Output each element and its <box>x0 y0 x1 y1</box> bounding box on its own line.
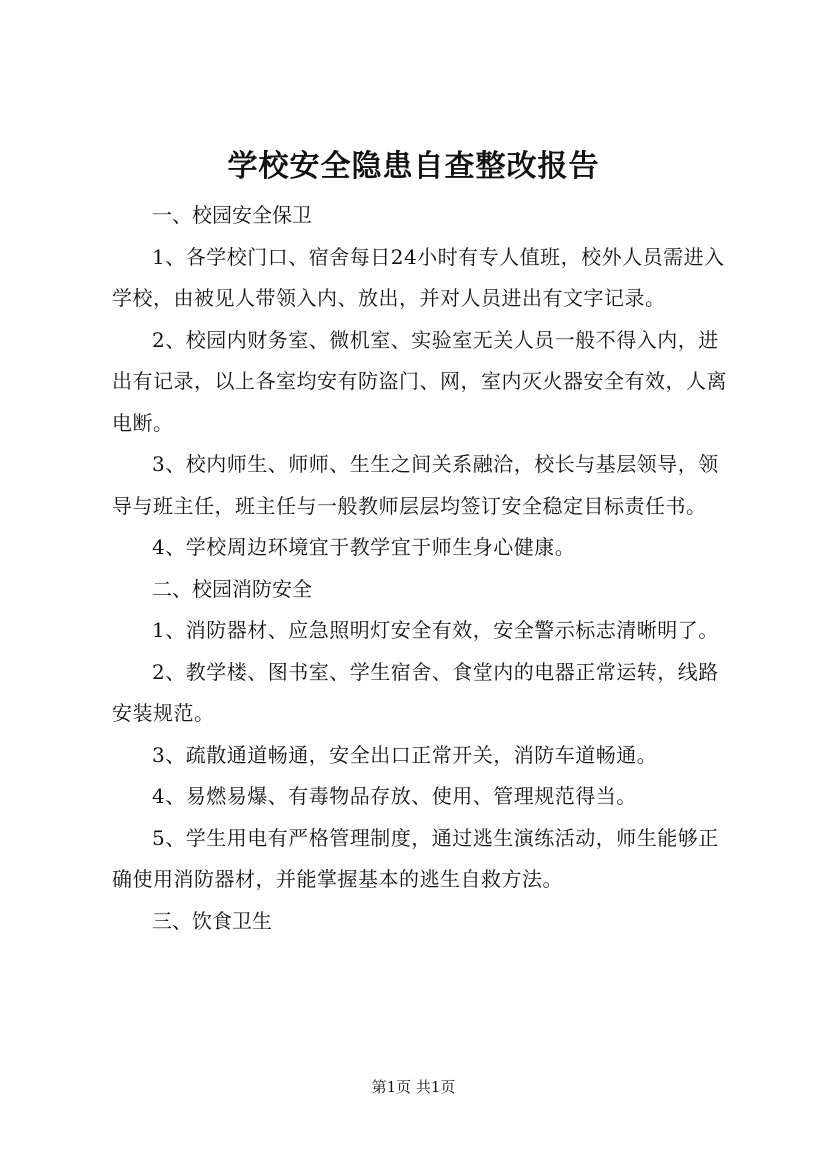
page-footer: 第1页 共1页 <box>371 1078 456 1096</box>
paragraph: 5、学生用电有严格管理制度，通过逃生演练活动，师生能够正确使用消防器材，并能掌握基本的逃生自救方法。 <box>112 825 719 891</box>
section-heading: 二、校园消防安全 <box>152 576 312 601</box>
section-heading: 一、校园安全保卫 <box>152 203 312 227</box>
paragraph: 2、教学楼、图书室、学生宿舍、食堂内的电器正常运转，线路安装规范。 <box>112 659 719 725</box>
section-heading: 三、饮食卫生 <box>152 908 272 933</box>
paragraph: 3、疏散通道畅通，安全出口正常开关，消防车道畅通。 <box>152 742 658 767</box>
paragraph: 4、学校周边环境宜于教学宜于师生身心健康。 <box>152 535 576 559</box>
paragraph: 2、校园内财务室、微机室、实验室无关人员一般不得入内，进出有记录，以上各室均安有防盗门、网，室内灭火器安全有效，人离电断。 <box>112 327 727 435</box>
paragraph: 1、各学校门口、宿舍每日24小时有专人值班，校外人员需进入学校，由被见人带领入内、放出，并对人员进出有文字记录。 <box>112 244 725 310</box>
paragraph: 4、易燃易爆、有毒物品存放、使用、管理规范得当。 <box>152 784 637 808</box>
document-body <box>112 195 732 942</box>
paragraph: 3、校内师生、师师、生生之间关系融洽，校长与基层领导，领导与班主任，班主任与一般教师层层均签订安全稳定目标责任书。 <box>112 452 719 518</box>
document-title: 学校安全隐患自查整改报告 <box>227 149 600 184</box>
paragraph: 1、消防器材、应急照明灯安全有效，安全警示标志清晰明了。 <box>152 618 719 642</box>
